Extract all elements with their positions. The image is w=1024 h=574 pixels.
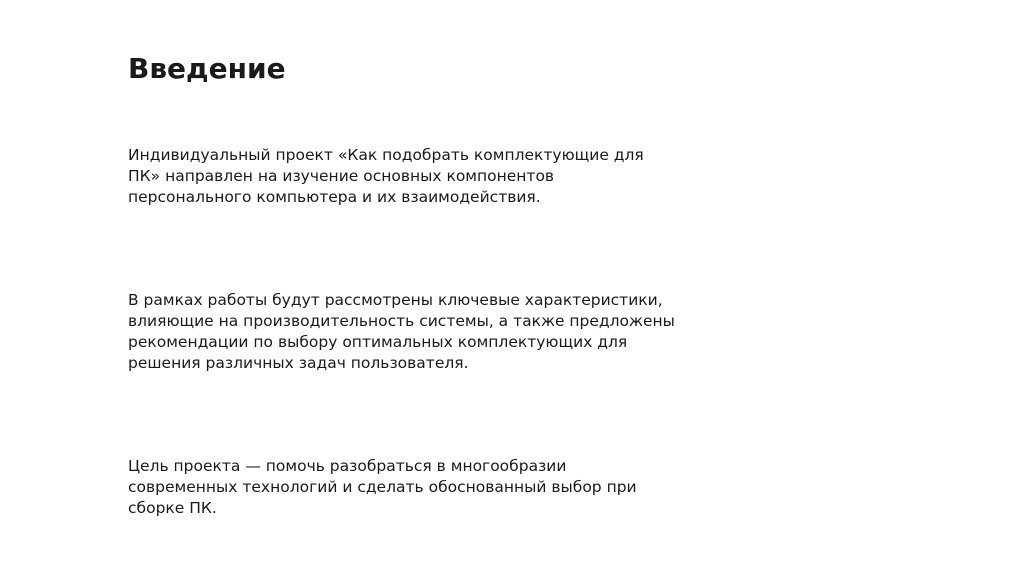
paragraph-intro (128, 145, 644, 208)
paragraph-line: рекомендации по выбору оптимальных комплектующих для (128, 333, 628, 351)
paragraph-line: Цель проекта — помочь разобраться в многообразии (128, 457, 567, 475)
paragraph-line: влияющие на производительность системы, а также предложены (128, 312, 675, 330)
paragraph-line: современных технологий и сделать обоснованный выбор при (128, 478, 637, 496)
paragraph-scope (128, 290, 675, 374)
paragraph-line: ПК» направлен на изучение основных компонентов (128, 167, 555, 185)
paragraph-line: персонального компьютера и их взаимодействия. (128, 188, 541, 206)
paragraph-line: сборке ПК. (128, 499, 217, 517)
slide-title: Введение (128, 52, 286, 85)
paragraph-line: решения различных задач пользователя. (128, 354, 469, 372)
paragraph-line: В рамках работы будут рассмотрены ключевые характеристики, (128, 291, 663, 309)
paragraph-line: Индивидуальный проект «Как подобрать комплектующие для (128, 146, 644, 164)
paragraph-goal (128, 456, 637, 519)
